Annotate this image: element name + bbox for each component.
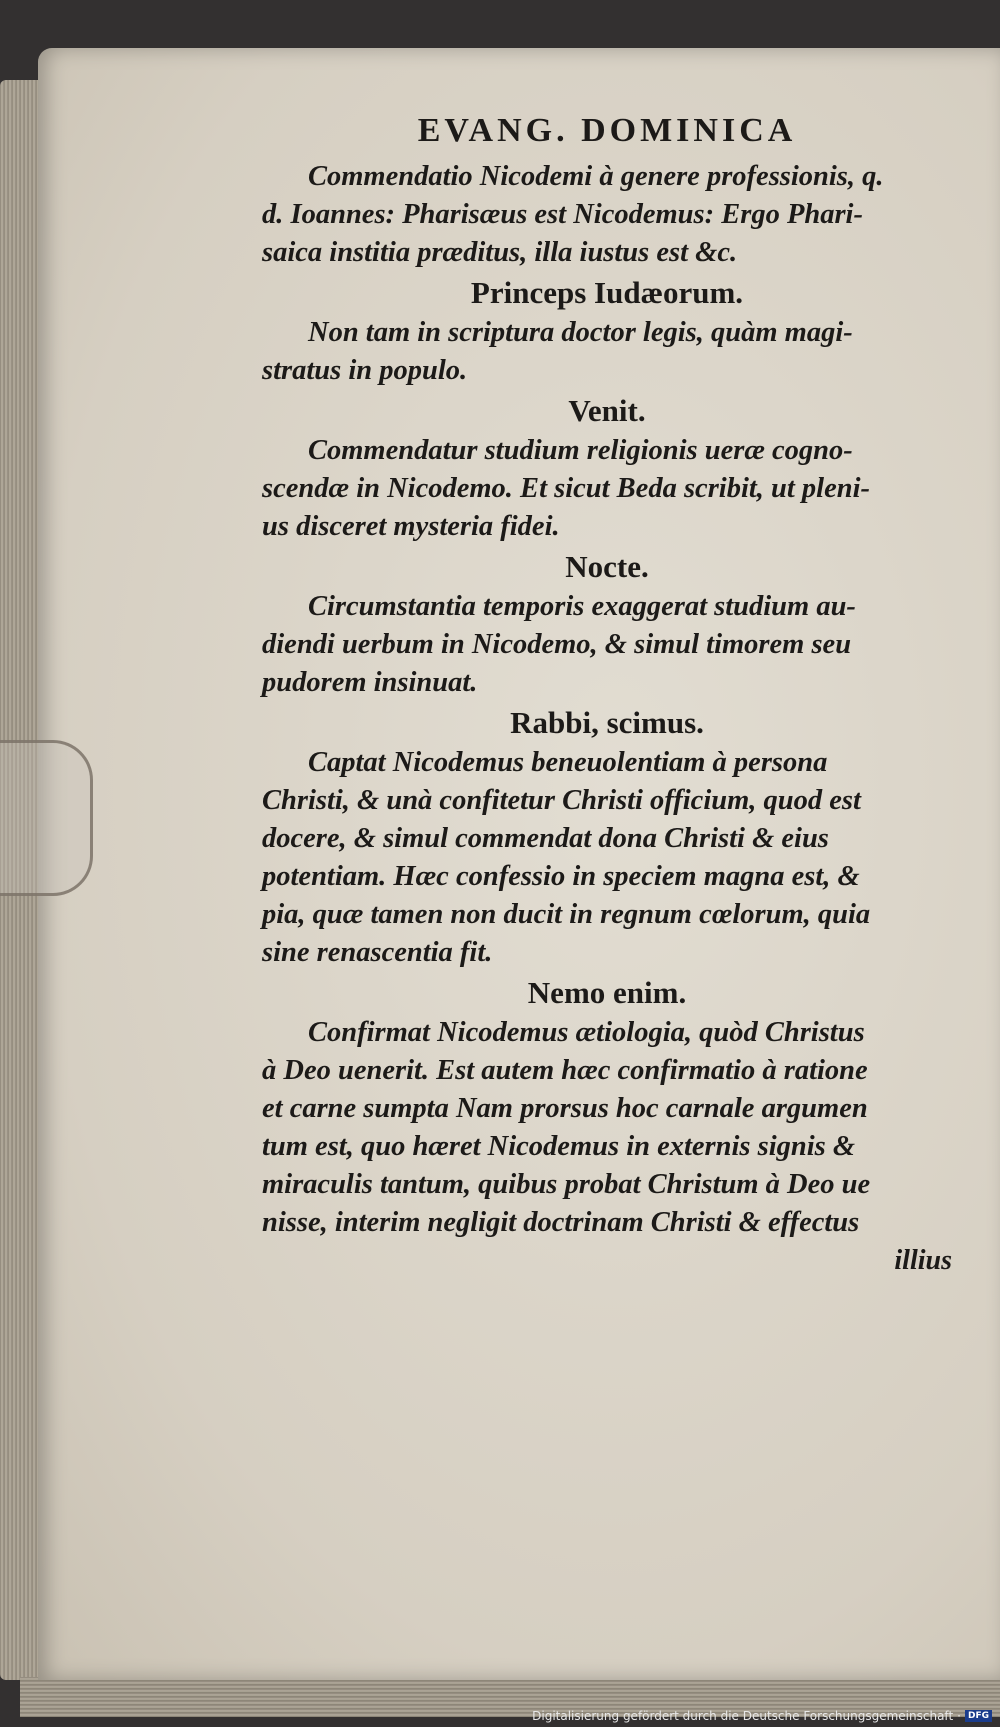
page-text [262, 112, 952, 1280]
text-line: à Deo uenerit. Est autem hæc confirmatio à ratione [262, 1055, 868, 1086]
text-line: et carne sumpta Nam prorsus hoc carnale argumen [262, 1093, 868, 1124]
section-heading: Princeps Iudæorum. [470, 275, 744, 310]
book-clasp [0, 740, 93, 896]
text-line: Non tam in scriptura doctor legis, quàm magi- [308, 317, 853, 348]
section-nemo [262, 974, 952, 1280]
text-line: d. Ioannes: Pharisæus est Nicodemus: Ergo Phari- [262, 199, 863, 230]
text-line: saica institia præditus, illa iustus est &c. [262, 237, 738, 268]
section-venit [262, 392, 952, 546]
text-line: tum est, quo hæret Nicodemus in externis signis & [262, 1131, 856, 1162]
text-line: Captat Nicodemus beneuolentiam à persona [308, 747, 828, 778]
paragraph [262, 432, 952, 546]
text-line: miraculis tantum, quibus probat Christum à Deo ue [262, 1169, 871, 1200]
section-princeps [262, 274, 952, 390]
running-head: EVANG. DOMINICA [417, 112, 797, 149]
text-line: Christi, & unà confitetur Christi officium, quod est [262, 785, 861, 816]
section-nocte [262, 548, 952, 702]
section-heading: Rabbi, scimus. [510, 705, 704, 740]
text-line: sine renascentia fit. [262, 937, 493, 968]
text-line: pudorem insinuat. [262, 667, 478, 698]
text-line: Circumstantia temporis exaggerat studium au- [308, 591, 856, 622]
digitization-credit: Digitalisierung gefördert durch die Deutsche Forschungsgemeinschaft · DFG [532, 1709, 992, 1723]
text-line: docere, & simul commendat dona Christi & eius [262, 823, 829, 854]
section-heading: Nemo enim. [527, 975, 687, 1010]
text-line: scendæ in Nicodemo. Et sicut Beda scribit, ut pleni- [262, 473, 871, 504]
text-line: diendi uerbum in Nicodemo, & simul timorem seu [262, 629, 852, 660]
section-intro [262, 158, 952, 272]
paragraph [262, 158, 952, 272]
text-line: stratus in populo. [262, 355, 468, 386]
catchword: illius [894, 1245, 952, 1276]
dfg-logo: DFG [965, 1710, 992, 1722]
paragraph [262, 1014, 952, 1242]
text-line: Commendatio Nicodemi à genere professionis, q. [308, 161, 884, 192]
text-line: pia, quæ tamen non ducit in regnum cœlorum, quia [262, 899, 871, 930]
section-heading: Venit. [568, 393, 646, 428]
text-line: nisse, interim negligit doctrinam Christi & effectus [262, 1207, 860, 1238]
section-heading: Nocte. [565, 549, 649, 584]
paragraph [262, 588, 952, 702]
section-rabbi [262, 704, 952, 972]
paragraph [262, 744, 952, 972]
text-line: Commendatur studium religionis ueræ cogno- [308, 435, 853, 466]
paragraph [262, 314, 952, 390]
text-line: potentiam. Hæc confessio in speciem magna est, & [262, 861, 860, 892]
text-line: us disceret mysteria fidei. [262, 511, 560, 542]
credit-text: Digitalisierung gefördert durch die Deutsche Forschungsgemeinschaft [532, 1709, 954, 1723]
text-line: Confirmat Nicodemus ætiologia, quòd Christus [308, 1017, 865, 1048]
